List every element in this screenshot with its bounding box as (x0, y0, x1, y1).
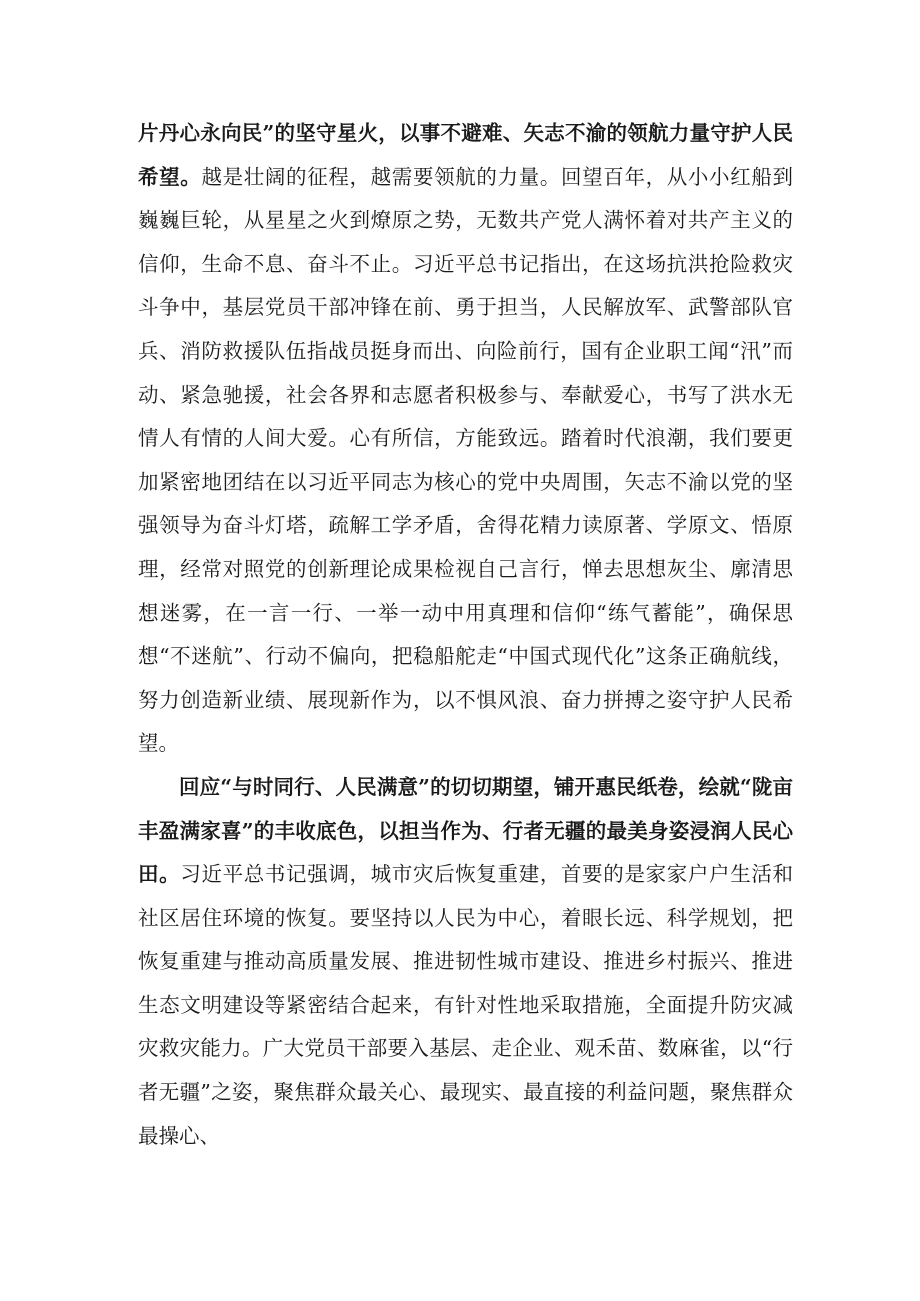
document-body (138, 112, 793, 1158)
paragraph-1-text: 越是壮阔的征程，越需要领航的力量。回望百年，从小小红船到巍巍巨轮，从星星之火到燎原之势，无数共产党人满怀着对共产主义的信仰，生命不息、奋斗不止。习近平总书记指出，在这场抗洪抢险救灾斗争中，基层党员干部冲锋在前、勇于担当，人民解放军、武警部队官兵、消防救援队伍指战员挺身而出、向险前行，国有企业职工闻“汛”而动、紧急驰援，社会各界和志愿者积极参与、奉献爱心，书写了洪水无情人有情的人间大爱。心有所信，方能致远。踏着时代浪潮，我们要更加紧密地团结在以习近平同志为核心的党中央周围，矢志不渝以党的坚强领导为奋斗灯塔，疏解工学矛盾，舍得花精力读原著、学原文、悟原理，经常对照党的创新理论成果检视自己言行，惮去思想灰尘、廓清思想迷雾，在一言一行、一举一动中用真理和信仰“练气蓄能”，确保思想“不迷航”、行动不偏向，把稳船舵走“中国式现代化”这条正确航线，努力创造新业绩、展现新作为，以不惧风浪、奋力拼搏之姿守护人民希望。 (138, 164, 794, 756)
paragraph-1-lead: 片丹心永向民”的坚守星火，以事不避难、矢志不渝的领航力量守护人民希望。 (138, 121, 793, 189)
paragraph-2-text: 习近平总书记强调，城市灾后恢复重建，首要的是家家户户生活和社区居住环境的恢复。要坚持以人民为中心，着眼长远、科学规划，把恢复重建与推动高质量发展、推进韧性城市建设、推进乡村振兴、推进生态文明建设等紧密结合起来，有针对性地采取措施，全面提升防灾减灾救灾能力。广大党员干部要入基层、走企业、观禾苗、数麻雀，以“行者无疆”之姿，聚焦群众最关心、最现实、最直接的利益问题，聚焦群众最操心、 (138, 862, 794, 1148)
paragraph-2-lead: 回应“与时同行、人民满意”的切切期望，铺开惠民纸卷，绘就“陇亩丰盈满家喜”的丰收底色，以担当作为、行者无疆的最美身姿浸润人民心田。 (138, 774, 793, 887)
paragraph-2 (138, 766, 793, 1158)
paragraph-1 (138, 112, 793, 766)
